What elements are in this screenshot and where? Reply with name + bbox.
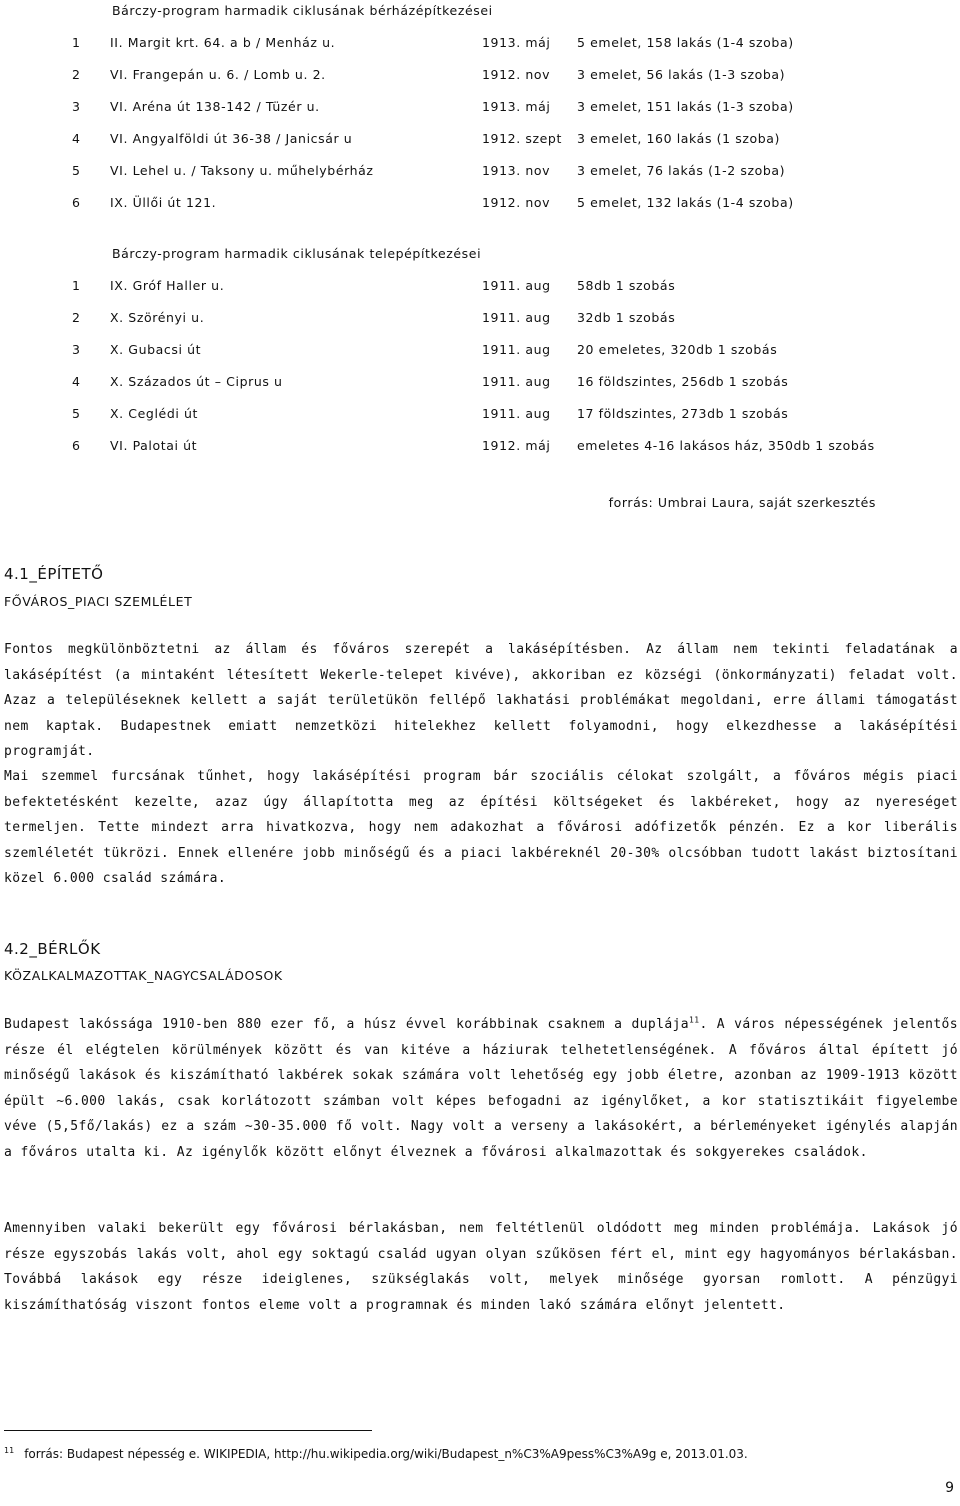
table2-row [0,278,960,298]
table1-row [0,195,960,215]
row-number: 6 [72,438,81,453]
row-address: X. Ceglédi út [110,406,199,421]
paragraph-text: . A város népességének jelentős része él elégtelen körülmények között és van kitéve a háziurak telhetetlenségének. A főváros által épített jó minőségű lakások és kiszámítható lakbérek sokak számára volt lehetőség egy jobb életre, azonban az 1909-1913 között épült ~6.000 lakás, csak korlátozott számban volt képes befogadni az igénylőket, a kor statisztikáit figyelembe véve (5,5fő/lakás) ez a szám ~30-35.000 fő volt. Nagy volt a verseny a lakásokért, a bérleményeket igénylés alapján a főváros utalta ki. Az igénylők között előnyt élveznek a fővárosi alkalmazottak és sokgyerekes családok. [4,1017,958,1160]
row-address: IX. Üllői út 121. [110,195,217,210]
row-description: 3 emelet, 56 lakás (1-3 szoba) [577,67,786,82]
table-source-note: forrás: Umbrai Laura, saját szerkesztés [608,495,876,510]
table1-title: Bárczy-program harmadik ciklusának bérházépítkezései [112,3,493,18]
row-description: 3 emelet, 160 lakás (1 szoba) [577,131,781,146]
row-description: 32db 1 szobás [577,310,676,325]
row-date: 1913. máj [482,35,551,50]
section-heading-builder: 4.1_ÉPÍTETŐ [4,565,104,583]
table1-row [0,35,960,55]
row-address: IX. Gróf Haller u. [110,278,225,293]
row-date: 1913. nov [482,163,551,178]
row-address: II. Margit krt. 64. a b / Menház u. [110,35,336,50]
footnote-divider [4,1430,372,1431]
row-description: 20 emeletes, 320db 1 szobás [577,342,778,357]
row-number: 5 [72,163,81,178]
paragraph: Amennyiben valaki bekerült egy fővárosi bérlakásban, nem feltétlenül oldódott meg minden problémája. Lakások jó része egyszobás lakás volt, ahol egy soktagú család ugyan olyan szűkösen fért el, mint egy hagyományos bérlakásban. Továbbá lakások egy része ideiglenes, szükséglakás volt, melyek minősége gyorsan romlott. A pénzügyi kiszámíthatóság viszont fontos eleme volt a programnak és minden lakó számára előnyt jelentett. [4,1221,958,1313]
row-address: VI. Lehel u. / Taksony u. műhelybérház [110,163,374,178]
section-subheading-builder: FŐVÁROS_PIACI SZEMLÉLET [4,594,193,609]
row-description: 3 emelet, 76 lakás (1-2 szoba) [577,163,786,178]
row-number: 6 [72,195,81,210]
paragraph [4,1012,958,1166]
table2-row [0,310,960,330]
row-date: 1911. aug [482,342,551,357]
table2-row [0,342,960,362]
table1-row [0,99,960,119]
row-description: 5 emelet, 132 lakás (1-4 szoba) [577,195,794,210]
row-address: X. Szörényi u. [110,310,205,325]
paragraph-text: Budapest lakóssága 1910-ben 880 ezer fő, a húsz évvel korábbinak csaknem a duplája [4,1017,690,1032]
row-address: VI. Palotai út [110,438,198,453]
row-number: 2 [72,67,81,82]
row-description: 16 földszintes, 256db 1 szobás [577,374,789,389]
row-date: 1912. nov [482,195,551,210]
row-number: 4 [72,131,81,146]
row-date: 1913. máj [482,99,551,114]
row-address: VI. Aréna út 138-142 / Tüzér u. [110,99,320,114]
table1-row [0,67,960,87]
table2-row [0,438,960,458]
paragraph: Mai szemmel furcsának tűnhet, hogy lakásépítési program bár szociális célokat szolgált, a főváros mégis piaci befektetésként kezelte, azaz úgy állapította meg az építési költségeket és lakbéreket, hogy az nyereséget termeljen. Tette mindezt arra hivatkozva, hogy nem adakozhat a fővárosi adófizetők pénzén. Ez a kor liberális szemléletét tükrözi. Ennek ellenére jobb minőségű és a piaci lakbéreknél 20-30% olcsóbban tudott lakást biztosítani közel 6.000 család számára. [4,769,958,887]
row-description: 58db 1 szobás [577,278,676,293]
row-date: 1912. szept [482,131,562,146]
row-number: 3 [72,99,81,114]
row-description: 5 emelet, 158 lakás (1-4 szoba) [577,35,794,50]
table1-row [0,163,960,183]
row-description: emeletes 4-16 lakásos ház, 350db 1 szobás [577,438,875,453]
footnote-number: 11 [4,1446,15,1455]
row-number: 1 [72,35,81,50]
row-date: 1911. aug [482,310,551,325]
row-date: 1911. aug [482,374,551,389]
row-number: 2 [72,310,81,325]
row-number: 1 [72,278,81,293]
row-address: X. Százados út – Ciprus u [110,374,283,389]
row-address: X. Gubacsi út [110,342,202,357]
table2-title: Bárczy-program harmadik ciklusának telepépítkezései [112,246,482,261]
section-subheading-tenants: KÖZALKALMAZOTTAK_NAGYCSALÁDOSOK [4,968,283,983]
row-description: 17 földszintes, 273db 1 szobás [577,406,789,421]
table2-row [0,374,960,394]
row-date: 1912. máj [482,438,551,453]
page-number: 9 [945,1480,954,1496]
row-description: 3 emelet, 151 lakás (1-3 szoba) [577,99,794,114]
footnote-reference: 11 [689,1015,700,1025]
section-heading-tenants: 4.2_BÉRLŐK [4,940,101,958]
row-address: VI. Angyalföldi út 36-38 / Janicsár u [110,131,353,146]
table2-row [0,406,960,426]
paragraph: Fontos megkülönböztetni az állam és főváros szerepét a lakásépítésben. Az állam nem tekinti feladatának a lakásépítést (a mintaként létesített Wekerle-telepet kivéve), akkoriban ez községi (önkormányzati) feladat volt. Azaz a településeknek kellett a saját területükön fellépő lakhatási problémákat megoldani, erre állami támogatást nem kaptak. Budapestnek emiatt nemzetközi hitelekhez kellett folyamodni, hogy elkezdhesse a lakásépítési programját. [4,642,958,760]
footnote [4,1446,748,1461]
row-number: 3 [72,342,81,357]
row-number: 5 [72,406,81,421]
row-number: 4 [72,374,81,389]
footnote-text: forrás: Budapest népesség e. WIKIPEDIA, http://hu.wikipedia.org/wiki/Budapest_n%C3%A9pess%C3%A9g e, 2013.01.03. [24,1447,748,1461]
table1-row [0,131,960,151]
row-date: 1911. aug [482,278,551,293]
row-date: 1911. aug [482,406,551,421]
row-address: VI. Frangepán u. 6. / Lomb u. 2. [110,67,326,82]
row-date: 1912. nov [482,67,551,82]
